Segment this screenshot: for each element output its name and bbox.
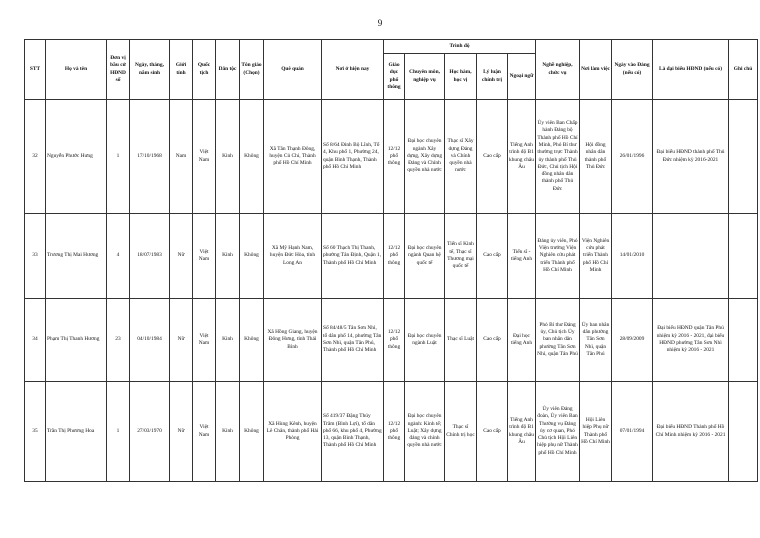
cell-delegate: Đại biểu HĐND thành phố Thủ Đức nhiệm kỳ 2016-2021 [653,100,729,214]
cell-gender: Nam [170,100,193,214]
header-gender: Giới tính [170,40,193,100]
cell-hometown: Xã Hùng Kênh, huyện Lê Chân, thành phố Hải Phòng [264,382,322,482]
cell-dob: 27/03/1970 [130,382,170,482]
table-row [25,382,758,482]
header-name: Họ và tên [46,40,107,100]
cell-stt: 32 [25,100,46,214]
cell-residence: Số 84/48/5 Tân Sơn Nhì, tổ dân phố 14, phường Tân Sơn Nhì, quận Tân Phú, Thành phố Hồ Chí Minh [322,299,384,382]
cell-party-date: 14/01/2010 [612,214,653,299]
cell-political: Cao cấp [477,100,508,214]
cell-workplace: Ủy ban nhân dân phường Tân Sơn Nhì, quận Tân Phú [580,299,612,382]
cell-delegate: Đại biểu HĐND Thành phố Hồ Chí Minh nhiệm kỳ 2016 - 2021 [653,382,729,482]
page-number: 9 [377,18,383,28]
header-residence: Nơi ở hiện nay [322,40,384,100]
cell-degree: Tiến sĩ Kinh tế, Thạc sĩ Thương mại quốc tế [445,214,477,299]
cell-general-edu: 12/12 phổ thông [384,100,405,214]
cell-party-date: 07/01/1994 [612,382,653,482]
cell-ethnicity: Kinh [216,100,240,214]
header-education-group: Trình độ [384,40,536,54]
cell-ethnicity: Kinh [216,382,240,482]
header-party-date: Ngày vào Đảng (nếu có) [612,40,653,100]
cell-language: Tiếng Anh trình độ B1 khung châu Âu [508,100,536,214]
cell-hometown: Xã Tân Thạnh Đông, huyện Củ Chi, Thành phố Hồ Chí Minh [264,100,322,214]
header-workplace: Nơi làm việc [580,40,612,100]
header-religion: Tôn giáo (Chọn) [240,40,264,100]
cell-occupation: Phó Bí thư Đảng ủy, Chủ tịch Ủy ban nhân dân phường Tân Sơn Nhì, quận Tân Phú [536,299,580,382]
cell-workplace: Viện Nghiên cứu phát triển Thành phố Hồ Chí Minh [580,214,612,299]
cell-general-edu: 12/12 phổ thông [384,382,405,482]
cell-gender: Nữ [170,382,193,482]
cell-specialty: Đại học chuyên ngành: Kinh tế; Luật; Xây dựng đảng và chính quyền nhà nước [405,382,445,482]
cell-note [729,214,758,299]
cell-religion: Không [240,382,264,482]
cell-gender: Nữ [170,299,193,382]
candidate-table [24,39,758,482]
header-degree: Học hàm, học vị [445,54,477,100]
header-unit: Đơn vị bầu cử HĐND số [107,40,130,100]
header-occupation: Nghề nghiệp, chức vụ [536,40,580,100]
cell-unit: 1 [107,382,130,482]
cell-ethnicity: Kinh [216,299,240,382]
cell-hometown: Xã Mỹ Hạnh Nam, huyện Đức Hòa, tỉnh Long An [264,214,322,299]
cell-name: Trương Thị Mai Hương [46,214,107,299]
header-note: Ghi chú [729,40,758,100]
header-delegate: Là đại biểu HĐND (nếu có) [653,40,729,100]
header-language: Ngoại ngữ [508,54,536,100]
cell-hometown: Xã Hồng Giang, huyện Đông Hưng, tỉnh Thái Bình [264,299,322,382]
cell-nationality: Việt Nam [193,382,216,482]
cell-dob: 04/10/1984 [130,299,170,382]
header-general-edu: Giáo dục phổ thông [384,54,405,100]
cell-residence: Số 60 Thạch Thị Thanh, phường Tân Định, Quận 1, Thành phố Hồ Chí Minh [322,214,384,299]
cell-political: Cao cấp [477,382,508,482]
cell-workplace: Hội Liên hiệp Phụ nữ Thành phố Hồ Chí Minh [580,382,612,482]
cell-political: Cao cấp [477,299,508,382]
header-nationality: Quốc tịch [193,40,216,100]
cell-unit: 23 [107,299,130,382]
table-row [25,100,758,214]
cell-religion: Không [240,214,264,299]
cell-nationality: Việt Nam [193,299,216,382]
table-row [25,214,758,299]
cell-name: Phạm Thị Thanh Hương [46,299,107,382]
cell-general-edu: 12/12 phổ thông [384,214,405,299]
cell-religion: Không [240,100,264,214]
cell-stt: 33 [25,214,46,299]
cell-party-date: 26/01/1996 [612,100,653,214]
cell-delegate: Đại biểu HĐND quận Tân Phú nhiệm kỳ 2016 - 2021, đại biểu HĐND phường Tân Sơn Nhì nhiệm kỳ 2016 - 2021 [653,299,729,382]
cell-name: Trần Thị Phương Hoa [46,382,107,482]
cell-general-edu: 12/12 phổ thông [384,299,405,382]
cell-occupation: Ủy viên Ban Chấp hành Đảng bộ Thành phố Hồ Chí Minh, Phó Bí thư thường trực Thành ủy thành phố Thủ Đức, Chủ tịch Hội đồng nhân dân thành phố Thủ Đức [536,100,580,214]
cell-residence: Số 8/64 Đinh Bộ Lĩnh, Tổ 4, Khu phố 1, Phường 24, quận Bình Thạnh, Thành phố Hồ Chí Minh [322,100,384,214]
cell-note [729,299,758,382]
cell-dob: 18/07/1983 [130,214,170,299]
cell-specialty: Đại học chuyên ngành Xây dựng, Xây dựng Đảng và Chính quyền nhà nước [405,100,445,214]
cell-unit: 4 [107,214,130,299]
cell-degree: Thạc sĩ Luật [445,299,477,382]
cell-language: Tiến sĩ - tiếng Anh [508,214,536,299]
cell-unit: 1 [107,100,130,214]
cell-note [729,382,758,482]
cell-degree: Thạc sĩ Xây dựng Đảng và Chính quyền nhà nước [445,100,477,214]
header-political: Lý luận chính trị [477,54,508,100]
cell-occupation: Đảng ủy viên, Phó Viện trưởng Viện Nghiên cứu phát triển Thành phố Hồ Chí Minh [536,214,580,299]
cell-ethnicity: Kinh [216,214,240,299]
header-stt: STT [25,40,46,100]
cell-dob: 17/10/1968 [130,100,170,214]
table-row [25,299,758,382]
cell-nationality: Việt Nam [193,214,216,299]
cell-degree: Thạc sĩ Chính trị học [445,382,477,482]
cell-delegate [653,214,729,299]
cell-name: Nguyễn Phước Hưng [46,100,107,214]
header-dob: Ngày, tháng, năm sinh [130,40,170,100]
cell-note [729,100,758,214]
cell-specialty: Đại học chuyên ngành Luật [405,299,445,382]
cell-stt: 34 [25,299,46,382]
cell-specialty: Đại học chuyên ngành Quan hệ quốc tế [405,214,445,299]
cell-party-date: 28/09/2009 [612,299,653,382]
cell-language: Tiếng Anh trình độ B1 khung châu Âu [508,382,536,482]
cell-residence: Số 419/37 Đặng Thúy Trâm (Bình Lợi), tổ dân phố 66, khu phố 4, Phường 13, quận Bình Thạnh, Thành phố Hồ Chí Minh [322,382,384,482]
cell-stt: 35 [25,382,46,482]
cell-language: Đại học tiếng Anh [508,299,536,382]
cell-gender: Nữ [170,214,193,299]
cell-political: Cao cấp [477,214,508,299]
cell-occupation: Ủy viên Đảng đoàn, Ủy viên Ban Thường vụ Đảng ủy cơ quan, Phó Chủ tịch Hội Liên hiệp phụ nữ Thành phố Hồ Chí Minh [536,382,580,482]
cell-nationality: Việt Nam [193,100,216,214]
header-specialty: Chuyên môn, nghiệp vụ [405,54,445,100]
cell-religion: Không [240,299,264,382]
header-ethnicity: Dân tộc [216,40,240,100]
header-hometown: Quê quán [264,40,322,100]
cell-workplace: Hội đồng nhân dân thành phố Thủ Đức [580,100,612,214]
